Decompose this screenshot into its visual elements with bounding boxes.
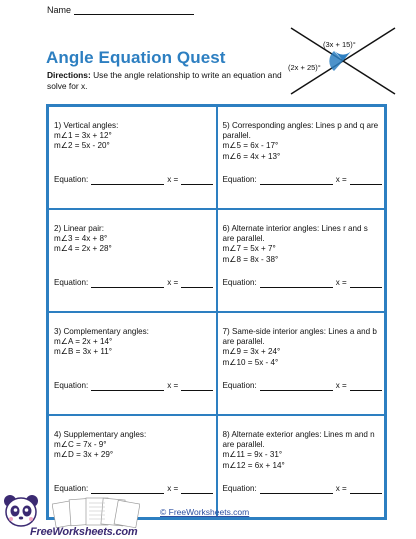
top-angle-label: (3x + 15)° [323,40,356,49]
problem-card [48,106,217,209]
copyright-link[interactable]: © FreeWorksheets.com [160,507,250,517]
left-angle-label: (2x + 25)° [288,63,321,72]
equation-label: Equation: [222,277,257,287]
panda-cheek-left [9,517,13,521]
x-blank[interactable] [181,486,213,494]
problem-card [217,209,386,312]
problem-heading: 3) Complementary angles: [54,327,149,336]
angle-expression: m∠2 = 5x - 20° [54,141,110,151]
equation-label: Equation: [54,174,89,184]
equation-blank[interactable] [91,486,164,494]
panda-cheek-right [29,517,33,521]
angle-expression: m∠11 = 9x - 31° [222,450,283,460]
x-blank[interactable] [350,486,382,494]
worksheet-stack-icon [52,494,140,528]
sheet-thumbnails [52,498,140,528]
answer-row [54,484,213,494]
angle-expression: m∠3 = 4x + 8° [54,234,108,244]
equation-label: Equation: [54,483,89,493]
x-label: x = [335,380,347,390]
angle-expression: m∠12 = 6x + 14° [222,460,285,470]
x-blank[interactable] [181,383,213,391]
panda-nose [19,517,23,520]
equation-blank[interactable] [91,280,164,288]
answer-row [54,381,213,391]
name-field [47,5,194,15]
angle-expression: m∠4 = 2x + 28° [54,244,112,254]
equation-label: Equation: [222,380,257,390]
problem-card [48,209,217,312]
problem-heading: 5) Corresponding angles: Lines p and q are parallel. [222,121,379,141]
equation-blank[interactable] [260,486,333,494]
angle-expression: m∠B = 3x + 11° [54,347,113,357]
site-logo-text: FreeWorksheets.com [30,526,138,538]
directions [47,70,302,92]
equation-label: Equation: [222,483,257,493]
equation-blank[interactable] [91,177,164,185]
x-label: x = [167,483,179,493]
problem-card [217,415,386,518]
angle-expression: m∠10 = 5x - 4° [222,357,279,367]
angle-arc-left [329,51,343,71]
problem-heading: 8) Alternate exterior angles: Lines m and n are parallel. [222,430,375,450]
angle-expression: m∠C = 7x - 9° [54,440,107,450]
answer-row [223,278,382,288]
problem-heading: 4) Supplementary angles: [54,430,147,439]
x-label: x = [335,277,347,287]
angle-expression: m∠D = 3x + 29° [54,450,114,460]
problems-grid [46,104,387,520]
angle-expression: m∠A = 2x + 14° [54,337,113,347]
x-label: x = [167,277,179,287]
name-label: Name [47,5,72,15]
problem-heading: 2) Linear pair: [54,224,104,233]
equation-blank[interactable] [260,280,333,288]
directions-label: Directions: [47,70,91,80]
intersecting-lines-diagram [285,22,403,97]
equation-label: Equation: [54,380,89,390]
x-blank[interactable] [350,383,382,391]
angle-expression: m∠1 = 3x + 12° [54,131,112,141]
angle-expression: m∠5 = 6x - 17° [222,141,279,151]
problem-card [217,312,386,415]
problem-card [217,106,386,209]
problem-card [48,312,217,415]
equation-label: Equation: [54,277,89,287]
angle-expression: m∠8 = 8x - 38° [222,254,279,264]
equation-blank[interactable] [260,177,333,185]
x-label: x = [335,174,347,184]
answer-row [223,381,382,391]
angle-expression: m∠7 = 5x + 7° [222,244,276,254]
directions-text: Use the angle relationship to write an equation and solve for x. [47,70,282,91]
x-blank[interactable] [181,177,213,185]
problem-heading: 1) Vertical angles: [54,121,119,130]
x-blank[interactable] [181,280,213,288]
equation-label: Equation: [222,174,257,184]
name-blank[interactable] [74,6,194,15]
answer-row [223,175,382,185]
problem-heading: 6) Alternate interior angles: Lines r and s are parallel. [222,224,368,244]
x-label: x = [167,174,179,184]
panda-eye-right [25,508,29,512]
angle-expression: m∠6 = 4x + 13° [222,151,281,161]
answer-row [54,175,213,185]
worksheet-title: Angle Equation Quest [46,48,226,67]
x-blank[interactable] [350,177,382,185]
x-blank[interactable] [350,280,382,288]
x-label: x = [335,483,347,493]
answer-row [54,278,213,288]
problem-heading: 7) Same-side interior angles: Lines a and b are parallel. [222,327,377,347]
x-label: x = [167,380,179,390]
angle-expression: m∠9 = 3x + 24° [222,347,281,357]
equation-blank[interactable] [260,383,333,391]
panda-head [6,498,36,526]
answer-row [223,484,382,494]
equation-blank[interactable] [91,383,164,391]
panda-eye-left [14,508,18,512]
